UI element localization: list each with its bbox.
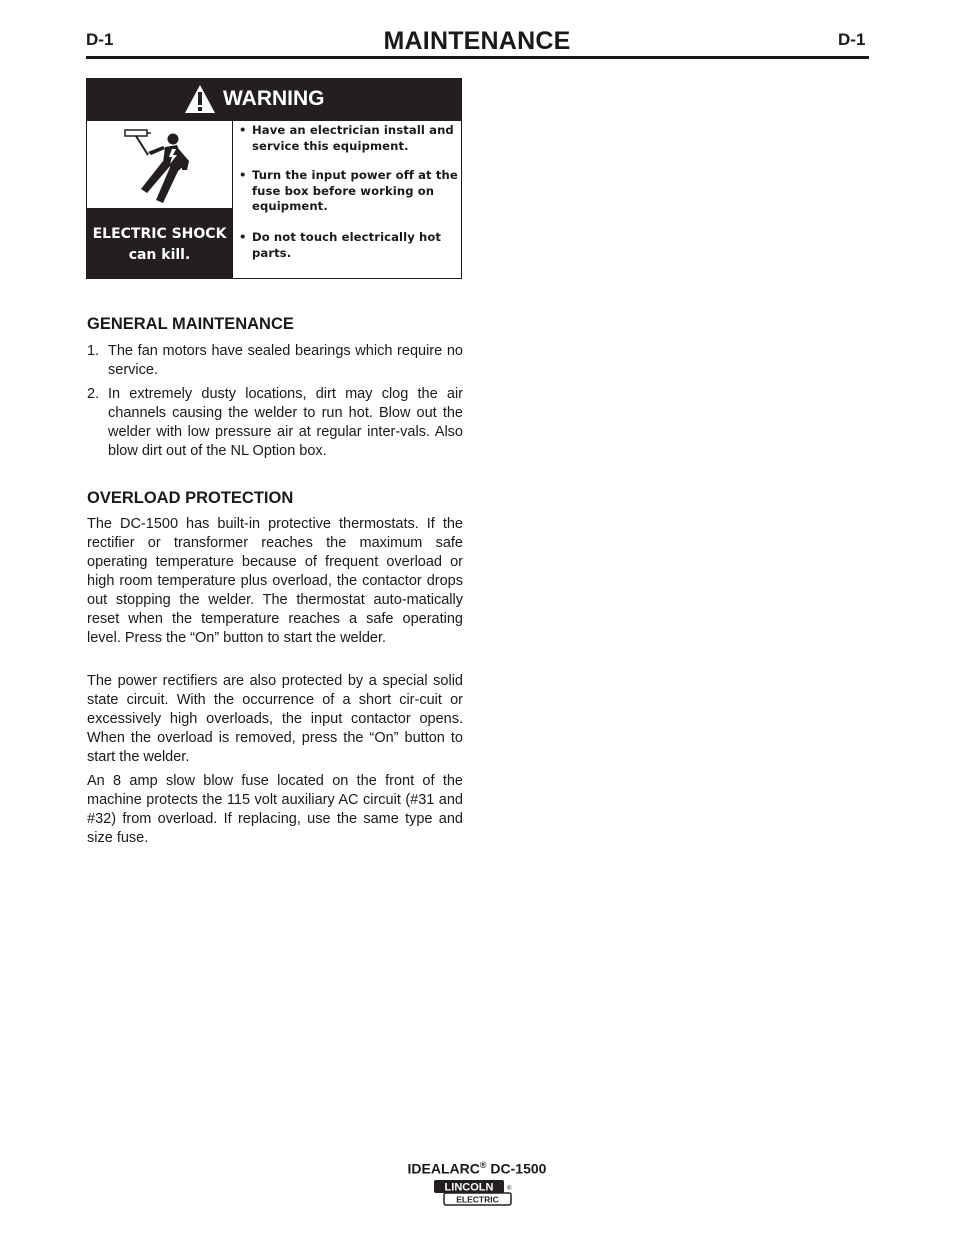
lincoln-electric-logo [433,1178,513,1208]
logo-text-top: LINCOLN [444,1181,494,1194]
page-code-left: D-1 [86,30,114,49]
footer-model-name [0,1160,954,1177]
bullet: • [239,230,247,244]
bullet: • [239,123,247,137]
bullet: • [239,168,247,182]
warning-item [239,168,461,215]
page-title: MAINTENANCE [383,27,571,55]
model-suffix: DC-1500 [486,1160,547,1177]
hazard-label-line1: ELECTRIC SHOCK [92,226,227,242]
body-paragraph: The power rectifiers are also protected by a special solid state circuit. With the occurrence of a short cir-cuit or excessively high overloads, the input contactor opens. When the overload is removed, press the “On” button to start the welder. [87,673,463,765]
electric-shock-icon [115,125,207,207]
body-paragraph: The DC-1500 has built-in protective thermostats. If the rectifier or transformer reaches the maximum safe operating temperature because of frequent overload or high room temperature plus overload, the contactor drops out stopping the welder. The thermostat auto-matically reset when the temperature reaches a safe operating level. Press the “On” button to start the welder. [87,516,463,646]
warning-item-text: Turn the input power off at the fuse box before working on equipment. [252,168,458,213]
logo-registered-mark: ® [507,1186,512,1192]
header-divider [86,56,869,59]
warning-triangle-icon [184,84,216,114]
overload-protection-heading: OVERLOAD PROTECTION [87,489,294,507]
list-item [87,342,463,380]
logo-text-bottom: ELECTRIC [456,1194,499,1205]
warning-item-text: Have an electrician install and service this equipment. [252,123,454,153]
body-paragraph: An 8 amp slow blow fuse located on the front of the machine protects the 115 volt auxiliary AC circuit (#31 and #32) from overload. If replacing, use the same type and size fuse. [87,773,463,846]
warning-item [239,123,461,154]
warning-box [86,78,462,279]
hazard-label-line2: can kill. [128,247,191,263]
list-item-text: In extremely dusty locations, dirt may clog the air channels causing the welder to run hot. Blow out the welder with low pressure air at regular inter-vals. Also blow dirt out of the NL Option box. [108,386,463,459]
warning-item [239,230,461,261]
model-prefix: IDEALARC [407,1160,480,1177]
warning-title-bar [87,79,461,121]
list-number: 2. [87,386,100,402]
page-code-right: D-1 [838,30,866,49]
registered-mark: ® [479,1160,487,1170]
hazard-panel [87,121,233,279]
hazard-label [87,208,232,279]
list-item [87,385,463,461]
warning-item-text: Do not touch electrically hot parts. [252,230,442,260]
list-item-text: The fan motors have sealed bearings which require no service. [108,343,463,378]
general-maintenance-heading: GENERAL MAINTENANCE [87,315,294,333]
warning-title: WARNING [223,87,325,110]
list-number: 1. [87,343,100,359]
